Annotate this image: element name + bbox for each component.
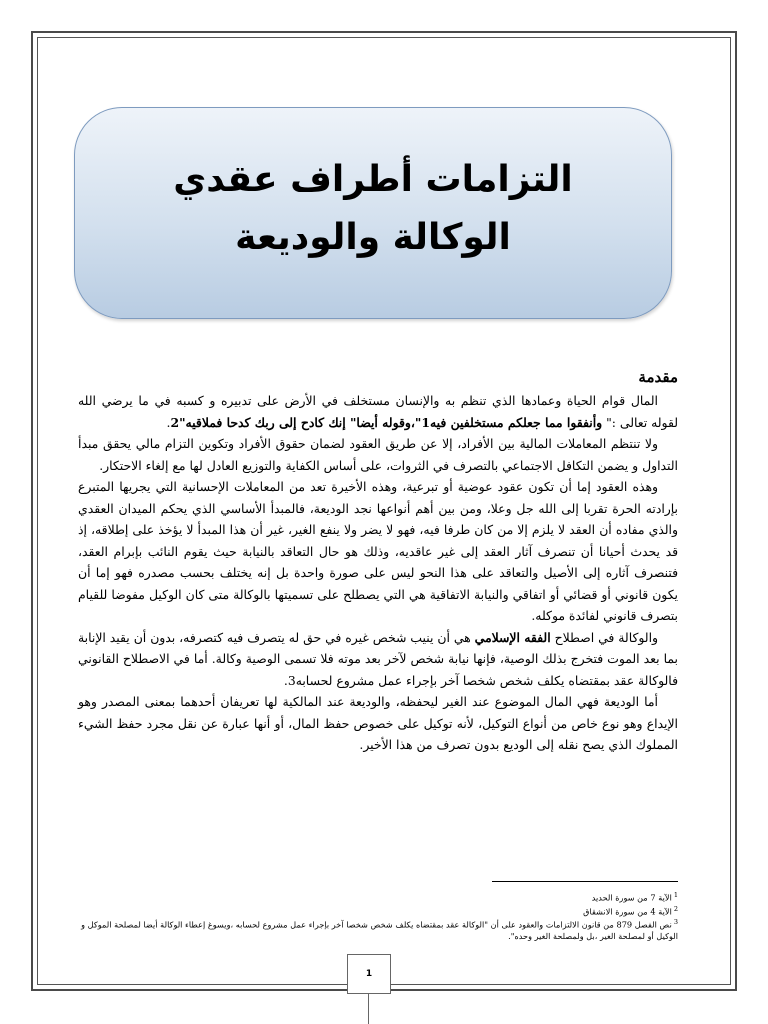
document-title: التزامات أطراف عقدي الوكالة والوديعة <box>173 159 573 258</box>
paragraph: المال قوام الحياة وعمادها الذي تنظم به والإنسان مستخلف في الأرض على تدبيره و كسبه في ما يرضي الله لقوله تعالى :" وأنفقوا مما جعلكم مستخلفين فيه1"،وقوله أيضا" إنك كادح إلى ربك كدحا فملاقيه"2. <box>78 393 678 430</box>
footnote: $^1$الآية 7 من سورة الحديد <box>591 891 678 903</box>
section-heading: مقدمة <box>638 368 678 386</box>
footnote: $^3$نص الفصل 879 من قانون الالتزامات والعقود على أن "الوكالة عقد بمقتضاه يكلف شخص شخصا آخر بإجراء عمل مشروع لحسابه ،ويسوغ إعطاء الوكالة أيضا لمصلحة الموكل و الوكيل أو لمصلحة الغير ،بل ولمصلحة الغير وحده". <box>81 918 678 942</box>
footnotes <box>78 890 678 942</box>
paragraph: أما الوديعة فهي المال الموضوع عند الغير ليحفظه، والوديعة عند المالكية لها تعريفان أحدهما بمعنى المصدر وهو الإيداع وهو نوع خاص من أنواع التوكيل، لأنه توكيل على خصوص حفظ المال، أو أنها عبارة عن نقل مجرد حفظ الشيء المملوك الذي يصح نقله إلى الوديع بدون تصرف من هذا الأخير. <box>78 694 678 752</box>
footnote: $^2$الآية 4 من سورة الانشقاق <box>583 904 678 917</box>
paragraph: ولا تنتظم المعاملات المالية بين الأفراد، إلا عن طريق العقود لضمان حقوق الأفراد وتكوين التزام مالي يحقق مبدأ التداول و يضمن التكافل الاجتماعي بالتصرف في الثروات، على أساس الكفاية والتوزيع العادل لها مع إلغاء الاحتكار. <box>78 436 678 473</box>
page-number-box <box>347 954 391 994</box>
page-number-stem <box>368 994 369 1024</box>
paragraph: وهذه العقود إما أن تكون عقود عوضية أو تبرعية، وهذه الأخيرة تعد من المعاملات الإحسانية التي يجريها المتبرع بإرادته الحرة تقربا إلى الله جل وعلا، ومن بين أهم أنواعها نجد الوديعة، فالمبدأ الأساسي الذي يحكم الميدان العقدي والذي مفاده أن العقد لا يلزم إلا من كان طرفا فيه، فهو لا يضر ولا ينفع الغير، غير أن هذا المبدأ لا يؤخذ على إطلاقه، إذ قد يحدث أحيانا أن تنصرف آثار العقد إلى غير عاقديه، وذلك هو حال التعاقد بالنيابة حيث يقوم النائب بإبرام العقد، فتنصرف آثاره إلى الأصيل والتعاقد على هذا النحو ليس على صورة واحدة بل إنه يختلف بحسب مصدره فهو إما أن يكون قانوني أو قضائي أو اتفاقي والنيابة الاتفاقية هي التي يصطلح على تسميتها بالوكالة متى كان الوكيل مفوضا للقيام بتصرف قانوني لفائدة موكله. <box>78 479 678 623</box>
footnote-separator <box>492 881 678 882</box>
title-box <box>74 107 672 319</box>
page-number: 1 <box>365 969 373 979</box>
paragraph: والوكالة في اصطلاح الفقه الإسلامي هي أن ينيب شخص غيره في حق له يتصرف فيه كتصرفه، بدون أن يقيد الإنابة بما بعد الموت فتخرج بذلك الوصية، فإنها نيابة شخص لآخر بعد موته فلا تسمى الوصية وكالة. أما في الاصطلاح القانوني فالوكالة عقد بمقتضاه يكلف شخص شخصا آخر بإجراء عمل مشروع لحسابه3. <box>78 629 678 688</box>
document-body <box>78 364 678 756</box>
